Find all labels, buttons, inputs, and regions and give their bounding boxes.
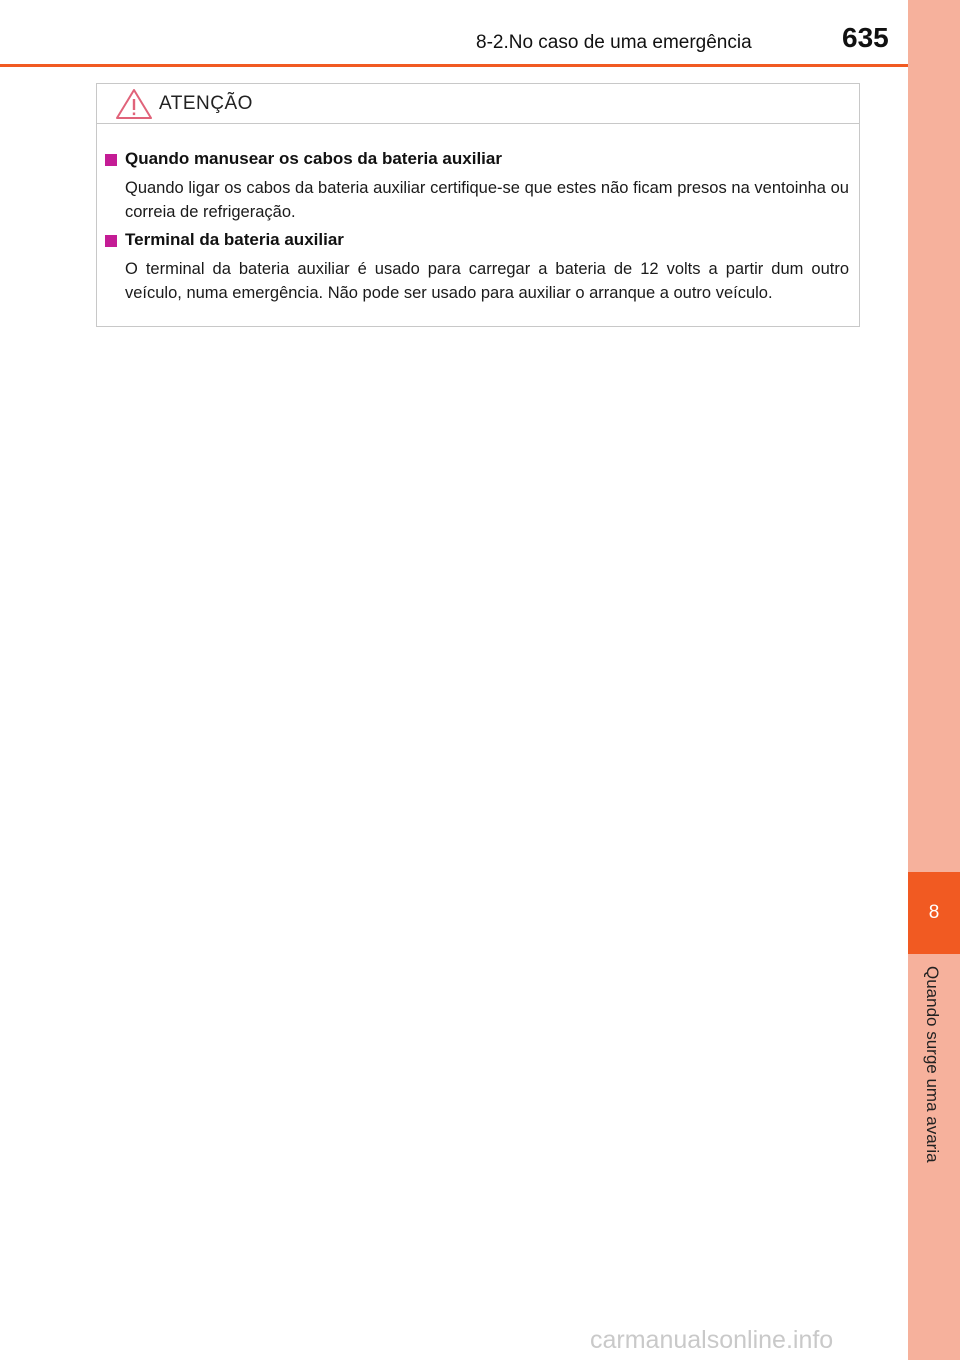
warning-item-body: O terminal da bateria auxiliar é usado para carregar a bateria de 12 volts a partir dum outro veículo, numa emergência. Não pode ser usado para auxiliar o arranque a outro veículo. <box>125 260 849 302</box>
warning-box <box>96 83 860 327</box>
warning-header <box>97 84 859 124</box>
warning-title: ATENÇÃO <box>159 93 253 114</box>
chapter-number: 8 <box>928 902 940 923</box>
warning-item-title: Quando manusear os cabos da bateria auxiliar <box>125 149 502 168</box>
square-bullet-icon <box>105 154 117 166</box>
chapter-tab <box>908 872 960 954</box>
warning-item-title: Terminal da bateria auxiliar <box>125 230 344 249</box>
warning-item-body: Quando ligar os cabos da bateria auxiliar certifique-se que estes não ficam presos na ventoinha ou correia de refrigeração. <box>125 179 849 221</box>
page-number: 635 <box>842 22 889 53</box>
chapter-title-container <box>908 962 960 1210</box>
watermark: carmanualsonline.info <box>590 1326 834 1354</box>
warning-triangle-icon <box>115 88 153 125</box>
chapter-title: Quando surge uma avaria <box>923 966 942 1163</box>
section-title: 8-2.No caso de uma emergência <box>476 32 752 53</box>
header-rule <box>0 64 908 67</box>
square-bullet-icon <box>105 235 117 247</box>
